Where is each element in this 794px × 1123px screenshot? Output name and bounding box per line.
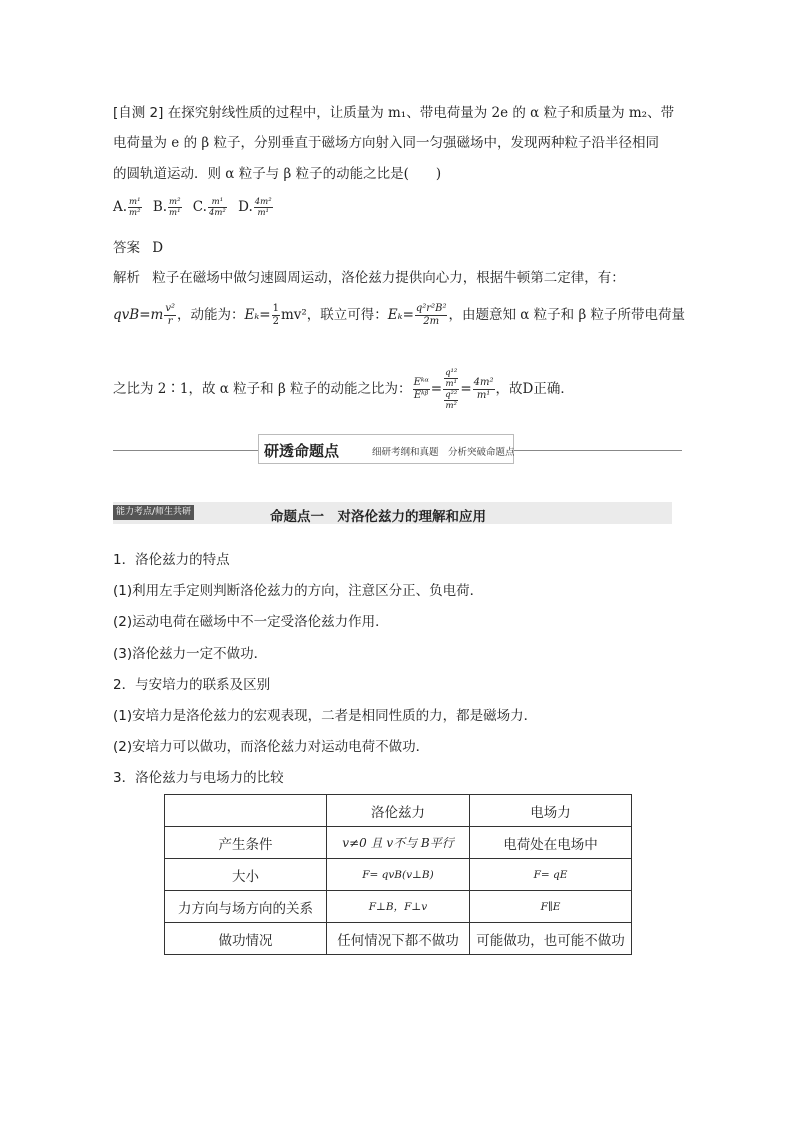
analysis-text-1: 粒子在磁场中做匀速圆周运动，洛伦兹力提供向心力，根据牛顿第二定律，有： — [152, 270, 625, 286]
eq1-den: r — [167, 316, 173, 327]
ratio-mid-den-bot: m² — [445, 401, 457, 411]
analysis-line-1 — [113, 268, 625, 288]
ratio-mid-num-top: q¹² — [445, 368, 458, 378]
option-num: 4m² — [254, 197, 272, 207]
problem-line-3: 的圆轨道运动．则 α 粒子与 β 粒子的动能之比是( ) — [113, 166, 442, 182]
point-item: (1)安培力是洛伦兹力的宏观表现，二者是相同性质的力，都是磁场力． — [113, 708, 538, 724]
eq1-left: qvB=m — [113, 307, 164, 323]
ek2-den: 2m — [423, 316, 440, 327]
table-cell: v≠0 且 v不与 B平行 — [327, 827, 470, 859]
options-row — [113, 197, 274, 218]
point-item: (1)利用左手定则判断洛伦兹力的方向，注意区分正、负电荷． — [113, 583, 484, 599]
eq1-num: v² — [165, 303, 175, 314]
divider-left — [113, 450, 258, 451]
table-header-cell — [165, 795, 327, 827]
point-item: (2)安培力可以做功，而洛伦兹力对运动电荷不做功． — [113, 739, 430, 755]
table-cell: 任何情况下都不做功 — [327, 923, 470, 955]
table-cell: 做功情况 — [165, 923, 327, 955]
problem-line-1 — [113, 103, 674, 123]
option-c[interactable] — [192, 197, 232, 218]
option-letter: C. — [192, 199, 207, 215]
point-heading-2: 2．与安培力的联系及区别 — [113, 677, 271, 693]
ratio-num: Eᵏᵅ — [413, 377, 429, 388]
table-row — [165, 827, 632, 859]
analysis-line-3-tail: ，故D正确． — [495, 381, 574, 397]
ratio-den: Eᵏᵝ — [413, 390, 429, 401]
table-cell: 电荷处在电场中 — [470, 827, 632, 859]
point-item: (3)洛伦兹力一定不做功． — [113, 646, 268, 662]
option-den: 4m² — [208, 208, 226, 218]
table-cell: 可能做功，也可能不做功 — [470, 923, 632, 955]
ek2-num: q²r²B² — [415, 303, 447, 314]
option-b[interactable] — [152, 197, 187, 218]
ek-label: Eₖ= — [244, 307, 271, 323]
answer-label: 答案 — [113, 240, 140, 256]
result-num: 4m² — [473, 377, 494, 388]
point-item: (2)运动电荷在磁场中不一定受洛伦兹力作用． — [113, 614, 389, 630]
point-heading-3: 3．洛伦兹力与电场力的比较 — [113, 770, 284, 786]
problem-tag: [自测 2] — [113, 105, 164, 121]
table-row — [165, 859, 632, 891]
table-cell: F= qE — [470, 859, 632, 891]
table-cell: 产生条件 — [165, 827, 327, 859]
analysis-label: 解析 — [113, 270, 140, 286]
ratio-mid-den-top: q²² — [445, 390, 458, 400]
point-heading-1: 1．洛伦兹力的特点 — [113, 552, 230, 568]
analysis-line-2 — [113, 303, 685, 328]
table-cell: 大小 — [165, 859, 327, 891]
ek-tail: mv²，联立可得： — [280, 307, 388, 323]
option-d[interactable] — [238, 197, 274, 218]
option-letter: A. — [113, 199, 128, 215]
comparison-table — [164, 794, 632, 955]
option-num: m² — [169, 197, 181, 207]
option-den: m¹ — [257, 208, 269, 218]
table-cell: F∥E — [470, 891, 632, 923]
divider-right — [514, 450, 682, 451]
table-cell: F= qvB(v⊥B) — [327, 859, 470, 891]
table-header-cell: 洛伦兹力 — [327, 795, 470, 827]
ek-den: 2 — [272, 316, 279, 327]
table-header-cell: 电场力 — [470, 795, 632, 827]
ratio-mid-num-bot: m¹ — [445, 379, 457, 389]
analysis-line-3-head: 之比为 2∶1，故 α 粒子和 β 粒子的动能之比为： — [113, 381, 412, 397]
table-row — [165, 923, 632, 955]
problem-text-1: 在探究射线性质的过程中，让质量为 m₁、带电荷量为 2e 的 α 粒子和质量为 m₂、带 — [167, 105, 675, 121]
banner-subtitle: 细研考纲和真题 分析突破命题点 — [372, 447, 515, 458]
analysis-line-3: 之比为 2∶1，故 α 粒子和 β 粒子的动能之比为： $\frac{\text{Eᵏᵅ}}{\text{Eᵏᵝ}}$ = $\frac{\frac{\text{q¹²}}{\text{m¹}}}{\frac{\text{q²²}}{\text{m²}}}$ = $\frac{\text{4m²}}{\text{m¹}}$ ，故D正确． — [113, 368, 574, 411]
problem-line-2: 电荷量为 e 的 β 粒子，分别垂直于磁场方向射入同一匀强磁场中，发现两种粒子沿半径相同 — [113, 135, 659, 151]
ek2-label: Eₖ= — [387, 307, 414, 323]
option-num: m¹ — [129, 197, 141, 207]
section-title: 命题点一 对洛伦兹力的理解和应用 — [270, 509, 486, 525]
result-den: m¹ — [476, 390, 491, 401]
banner-title: 研透命题点 — [264, 442, 340, 460]
answer-line — [113, 238, 163, 258]
ek-num: 1 — [272, 303, 279, 314]
option-den: m² — [129, 208, 141, 218]
option-den: m¹ — [169, 208, 181, 218]
table-cell: 力方向与场方向的关系 — [165, 891, 327, 923]
analysis-line-2-tail: ，由题意知 α 粒子和 β 粒子所带电荷量 — [448, 307, 686, 323]
option-num: m¹ — [208, 197, 227, 208]
table-cell: F⊥B，F⊥v — [327, 891, 470, 923]
option-letter: B. — [152, 199, 168, 215]
option-letter: D. — [238, 199, 253, 215]
answer-value: D — [152, 240, 164, 256]
option-a[interactable] — [113, 197, 147, 218]
table-row — [165, 891, 632, 923]
eq1-tail: ，动能为： — [176, 307, 245, 323]
table-header-row — [165, 795, 632, 827]
section-tag: 能力考点/师生共研 — [113, 505, 194, 520]
